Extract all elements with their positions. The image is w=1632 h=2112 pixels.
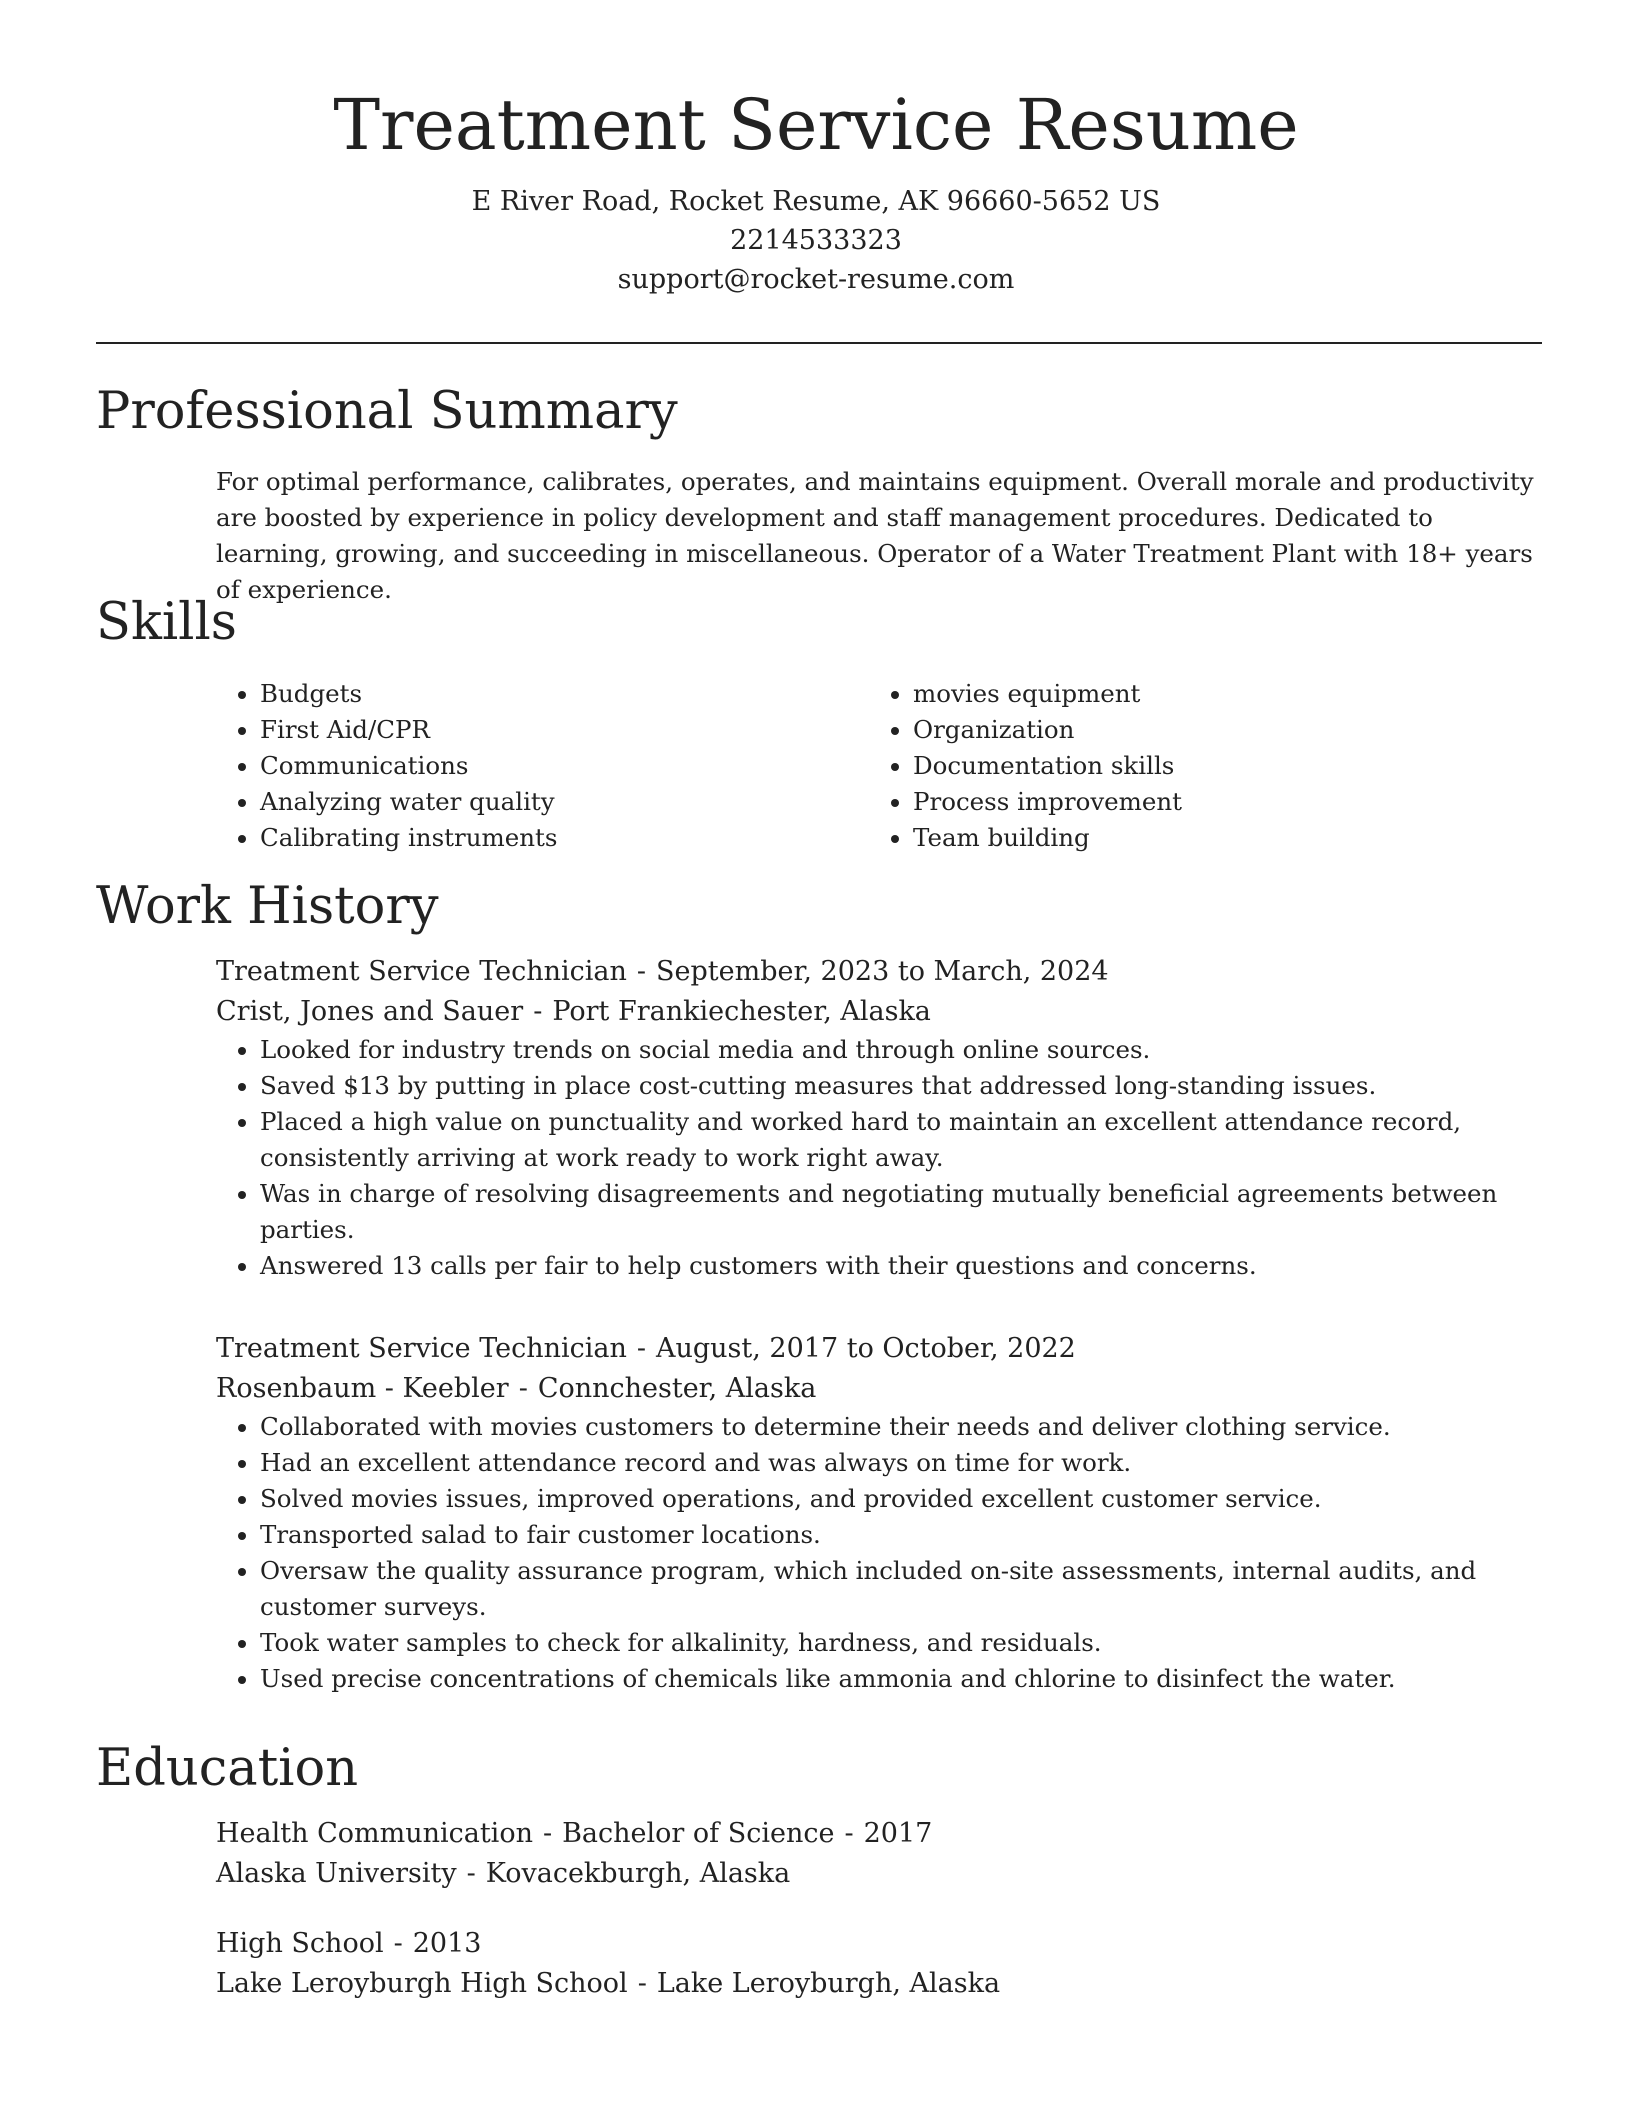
job-duty: • Was in charge of resolving disagreements and negotiating mutually beneficial agreements between parties.	[260, 1176, 1546, 1248]
job-duty: • Collaborated with movies customers to determine their needs and deliver clothing service.	[260, 1409, 1546, 1445]
summary-text: For optimal performance, calibrates, operates, and maintains equipment. Overall morale and productivity are boosted by experience in policy development and staff management procedures. Dedicated to learning, growing, and succeeding in miscellaneous. Operator of a Water Treatment Plant with 18+ years of experience.	[216, 467, 1534, 604]
skills-column-right	[869, 676, 1489, 856]
resume-name: Treatment Service Resume	[333, 84, 1299, 166]
school-location: Kovacekburgh, Alaska	[485, 1858, 791, 1889]
job-dates: September, 2023 to March, 2024	[656, 956, 1109, 987]
header-divider	[96, 342, 1542, 344]
separator: -	[466, 1858, 476, 1889]
job-title: Treatment Service Technician	[216, 956, 627, 987]
job-title-line	[216, 1329, 1546, 1369]
work-history-heading: Work History	[96, 877, 439, 936]
skills-heading: Skills	[96, 593, 237, 652]
skill-item: • Analyzing water quality	[260, 784, 836, 820]
job-entry	[216, 952, 1546, 1284]
job-duty: • Transported salad to fair customer locations.	[260, 1517, 1546, 1553]
separator: -	[636, 1333, 646, 1364]
job-duty: • Looked for industry trends on social media and through online sources.	[260, 1032, 1546, 1068]
school-line	[216, 1964, 1546, 2004]
skill-item: • Team building	[913, 820, 1489, 856]
job-company: Crist, Jones and Sauer	[216, 996, 524, 1027]
education-entry	[216, 1814, 1546, 1894]
separator: -	[844, 1818, 854, 1849]
separator: -	[518, 1373, 528, 1404]
separator: -	[533, 996, 543, 1027]
job-entry	[216, 1329, 1546, 1697]
skill-item: • First Aid/CPR	[260, 712, 836, 748]
separator: -	[636, 956, 646, 987]
degree-type: High School	[216, 1928, 384, 1959]
job-location: Port Frankiechester, Alaska	[552, 996, 931, 1027]
school-location: Lake Leroyburgh, Alaska	[656, 1968, 1001, 1999]
separator: -	[637, 1968, 647, 1999]
job-title: Treatment Service Technician	[216, 1333, 627, 1364]
degree-type: Bachelor of Science	[562, 1818, 835, 1849]
degree-year: 2017	[863, 1818, 933, 1849]
contact-address: E River Road, Rocket Resume, AK 96660-5652 US	[471, 186, 1161, 217]
job-duty: • Oversaw the quality assurance program, which included on-site assessments, internal audits, and customer surveys.	[260, 1553, 1546, 1625]
job-title-line	[216, 952, 1546, 992]
skill-item: • Process improvement	[913, 784, 1489, 820]
skill-item: • movies equipment	[913, 676, 1489, 712]
degree-line	[216, 1814, 1546, 1854]
education-heading: Education	[96, 1739, 359, 1798]
skills-column-left	[216, 676, 836, 856]
job-duty: • Used precise concentrations of chemicals like ammonia and chlorine to disinfect the water.	[260, 1661, 1546, 1697]
skill-item: • Communications	[260, 748, 836, 784]
summary-heading: Professional Summary	[96, 382, 678, 441]
job-duty: • Saved $13 by putting in place cost-cutting measures that addressed long-standing issues.	[260, 1068, 1546, 1104]
contact-email: support@rocket-resume.com	[617, 264, 1015, 295]
job-dates: August, 2017 to October, 2022	[656, 1333, 1076, 1364]
skill-item: • Calibrating instruments	[260, 820, 836, 856]
job-duties	[216, 1409, 1546, 1697]
degree-field: Health Communication	[216, 1818, 533, 1849]
resume-header	[0, 80, 1632, 299]
education-entry	[216, 1924, 1546, 2004]
school-name: Lake Leroyburgh High School	[216, 1968, 628, 1999]
job-duty: • Placed a high value on punctuality and worked hard to maintain an excellent attendance record, consistently arriving at work ready to work right away.	[260, 1104, 1546, 1176]
job-duty: • Took water samples to check for alkalinity, hardness, and residuals.	[260, 1625, 1546, 1661]
job-company-line	[216, 992, 1546, 1032]
degree-line	[216, 1924, 1546, 1964]
degree-year: 2013	[412, 1928, 482, 1959]
skill-item: • Organization	[913, 712, 1489, 748]
job-duty: • Answered 13 calls per fair to help customers with their questions and concerns.	[260, 1248, 1546, 1284]
job-company: Rosenbaum - Keebler	[216, 1373, 509, 1404]
job-location: Connchester, Alaska	[537, 1373, 817, 1404]
job-duty: • Solved movies issues, improved operations, and provided excellent customer service.	[260, 1481, 1546, 1517]
job-duties	[216, 1032, 1546, 1284]
job-company-line	[216, 1369, 1546, 1409]
school-name: Alaska University	[216, 1858, 457, 1889]
separator: -	[542, 1818, 553, 1849]
contact-phone: 2214533323	[730, 225, 902, 256]
separator: -	[393, 1928, 403, 1959]
school-line	[216, 1854, 1546, 1894]
job-duty: • Had an excellent attendance record and was always on time for work.	[260, 1445, 1546, 1481]
skill-item: • Budgets	[260, 676, 836, 712]
skill-item: • Documentation skills	[913, 748, 1489, 784]
